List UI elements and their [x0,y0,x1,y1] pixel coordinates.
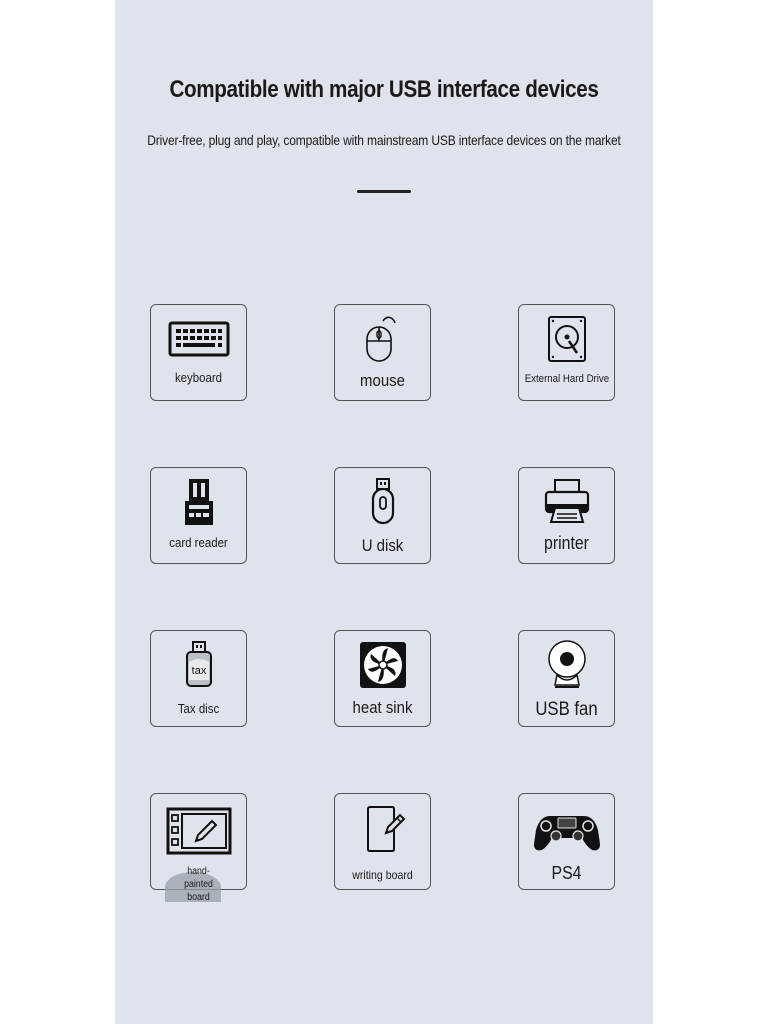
keyboard-icon [151,313,246,365]
usb-disk-icon [335,476,430,528]
fan-icon [335,639,430,691]
device-label: PS4 [551,863,582,883]
device-card-writing-board [334,793,431,890]
page-title: Compatible with major USB interface devices [169,76,599,103]
content-panel [115,0,653,1024]
device-label: Tax disc [177,701,220,716]
writing-board-icon [335,802,430,854]
device-label: card reader [169,535,228,550]
device-label: hand-painted board [184,866,213,903]
device-card-mouse [334,304,431,401]
mouse-icon [335,313,430,365]
device-card-ps4 [518,793,615,890]
desk-fan-icon [519,639,614,691]
device-label: USB fan [535,699,598,720]
device-card-hand-painted-board [150,793,247,903]
hard-drive-icon [519,313,614,365]
device-card-usb-fan [518,630,615,727]
device-card-keyboard [150,304,247,401]
device-card-external-hard-drive [518,304,615,401]
device-card-printer [518,467,615,564]
drawing-tablet-icon [151,804,246,856]
page-subtitle: Driver-free, plug and play, compatible with mainstream USB interface devices on the market [147,132,621,148]
gamepad-icon [519,806,614,858]
device-label: keyboard [174,370,223,385]
device-label: U disk [361,536,404,555]
device-label: heat sink [352,698,413,717]
device-card-heat-sink [334,630,431,727]
tax-icon-text: tax [191,665,206,677]
tax-disc-icon [151,639,246,691]
device-label: mouse [360,371,405,390]
device-label: printer [544,533,589,553]
device-label: External Hard Drive [524,373,610,385]
device-card-tax-disc [150,630,247,727]
printer-icon [519,476,614,528]
device-label: writing board [352,868,413,882]
title-divider [357,190,411,193]
device-card-card-reader [150,467,247,564]
device-card-u-disk [334,467,431,564]
card-reader-icon [151,476,246,528]
